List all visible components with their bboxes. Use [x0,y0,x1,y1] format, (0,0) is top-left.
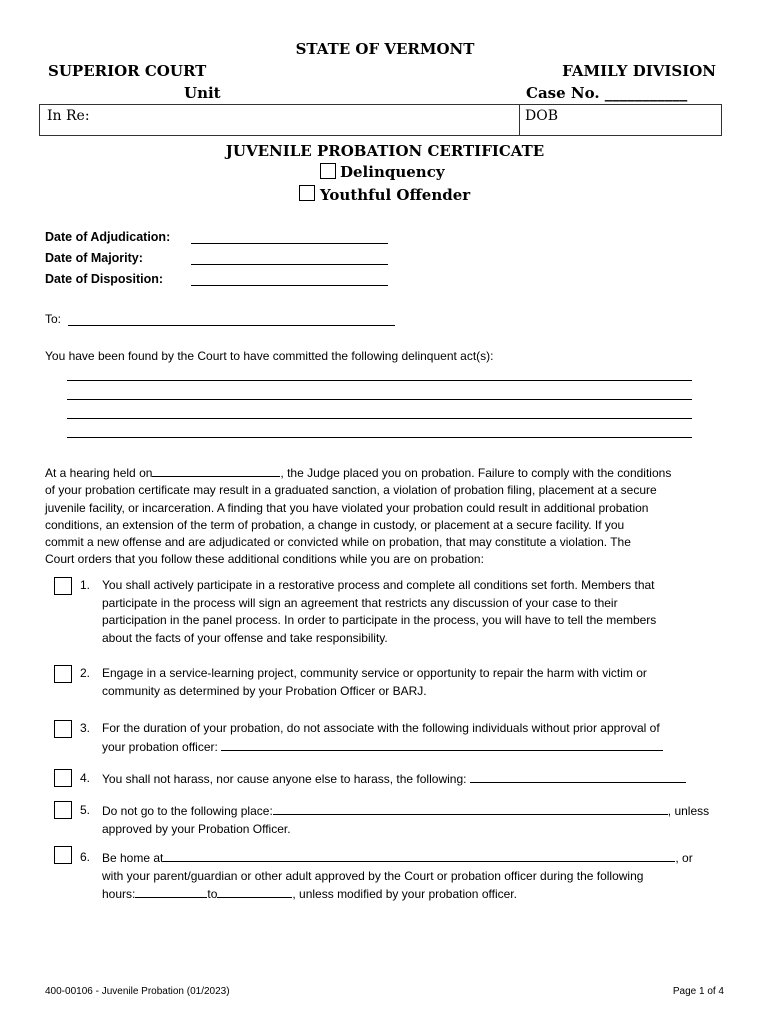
hearing-line: of your probation certificate may result in a graduated sanction, a violation of probation filing, placement at a secure [45,483,657,498]
condition-1-checkbox[interactable] [54,577,72,595]
condition-3-text [102,720,663,756]
hearing-line: commit a new offense and are adjudicated or convicted while on probation, that may constitute a violation. The [45,535,631,550]
condition-1-number: 1. [80,578,91,592]
condition-5-prefix: Do not go to the following place: [102,804,273,818]
condition-line: You shall actively participate in a restorative process and complete all conditions set forth. Members that [102,578,655,592]
condition-6-text [102,849,693,904]
condition-6-number: 6. [80,850,91,864]
condition-1-text [102,577,656,647]
condition-line [102,849,693,868]
condition-line: Engage in a service-learning project, community service or opportunity to repair the harm with victim or [102,666,647,680]
hearing-first-line [45,464,735,482]
condition-5-suffix: , unless [667,804,710,818]
youthful-offender-checkbox[interactable] [299,185,315,201]
case-info-box [39,104,722,136]
hearing-prefix: At a hearing held on [45,466,153,480]
delinquent-act-line-2[interactable] [67,399,692,400]
condition-line: community as determined by your Probation Officer or BARJ. [102,683,427,698]
dob-label: DOB [525,108,558,124]
adjudication-field[interactable] [191,243,388,244]
hours-label: hours: [102,887,136,901]
condition-line: approved by your Probation Officer. [102,821,291,836]
condition-5-checkbox[interactable] [54,801,72,819]
youthful-offender-label: Youthful Offender [320,186,471,204]
condition-3-checkbox[interactable] [54,720,72,738]
state-title: STATE OF VERMONT [295,40,475,58]
condition-line: with your parent/guardian or other adult approved by the Court or probation officer during the following [102,868,644,883]
delinquency-checkbox[interactable] [320,163,336,179]
hours-from-field[interactable] [135,885,207,898]
hours-suffix: , unless modified by your probation officer. [292,887,517,901]
form-identifier: 400-00106 - Juvenile Probation (01/2023) [45,986,230,997]
delinquent-act-line-1[interactable] [67,380,692,381]
condition-4-label: You shall not harass, nor cause anyone else to harass, the following: [102,772,467,786]
delinquent-act-line-4[interactable] [67,437,692,438]
harass-names-field[interactable] [470,770,686,783]
hearing-line: juvenile facility, or incarceration. A finding that you have violated your probation could result in additional probation [45,500,649,515]
found-statement: You have been found by the Court to have committed the following delinquent act(s): [45,349,494,363]
certificate-title: JUVENILE PROBATION CERTIFICATE [225,142,545,160]
condition-2-checkbox[interactable] [54,665,72,683]
division-name: FAMILY DIVISION [562,62,716,80]
condition-4-number: 4. [80,771,91,785]
condition-6-prefix: Be home at [102,851,164,865]
to-label: To: [45,312,62,326]
condition-line [102,802,709,821]
to-field[interactable] [68,325,395,326]
dob-field[interactable] [520,105,721,135]
case-number-label: Case No. ___________ [526,84,688,102]
disposition-field[interactable] [191,285,388,286]
hours-to-field[interactable] [217,885,292,898]
majority-field[interactable] [191,264,388,265]
condition-3-number: 3. [80,721,91,735]
adjudication-label: Date of Adjudication: [45,230,171,244]
hearing-rest: , the Judge placed you on probation. Failure to comply with the conditions [280,466,672,480]
majority-label: Date of Majority: [45,251,143,265]
delinquency-label: Delinquency [340,163,445,181]
hours-to-label: to [207,887,218,901]
condition-line: participation in the panel process. In order to participate in the process, you will have to tell the members [102,613,657,627]
home-location-field[interactable] [163,849,675,862]
condition-6-checkbox[interactable] [54,846,72,864]
condition-line: about the facts of your offense and take responsibility. [102,630,388,645]
condition-5-number: 5. [80,803,91,817]
delinquent-act-line-3[interactable] [67,418,692,419]
individuals-field[interactable] [221,738,663,751]
in-re-field[interactable] [40,105,518,135]
in-re-label: In Re: [47,108,90,124]
hearing-line: conditions, an extension of the term of probation, a change in custody, or placement at a secure facility. If you [45,517,625,532]
condition-5-text [102,802,709,838]
condition-line [102,738,663,757]
page-number: Page 1 of 4 [672,986,724,997]
condition-2-number: 2. [80,666,91,680]
condition-4-text [102,770,686,789]
condition-line [102,885,693,904]
condition-3-line2-label: your probation officer: [102,739,218,754]
unit-label: Unit [184,84,221,102]
condition-6-suffix: , or [675,851,693,865]
condition-2-text [102,665,647,700]
hearing-line: Court orders that you follow these additional conditions while you are on probation: [45,552,484,567]
condition-line: participate in the process will sign an agreement that restricts any discussion of your case to their [102,595,618,610]
hearing-date-field[interactable] [152,464,280,477]
condition-4-checkbox[interactable] [54,769,72,787]
disposition-label: Date of Disposition: [45,272,164,286]
court-name: SUPERIOR COURT [48,62,207,80]
place-field[interactable] [273,802,668,815]
condition-line: For the duration of your probation, do not associate with the following individuals without prior approval of [102,721,660,735]
hearing-paragraph [45,464,735,569]
